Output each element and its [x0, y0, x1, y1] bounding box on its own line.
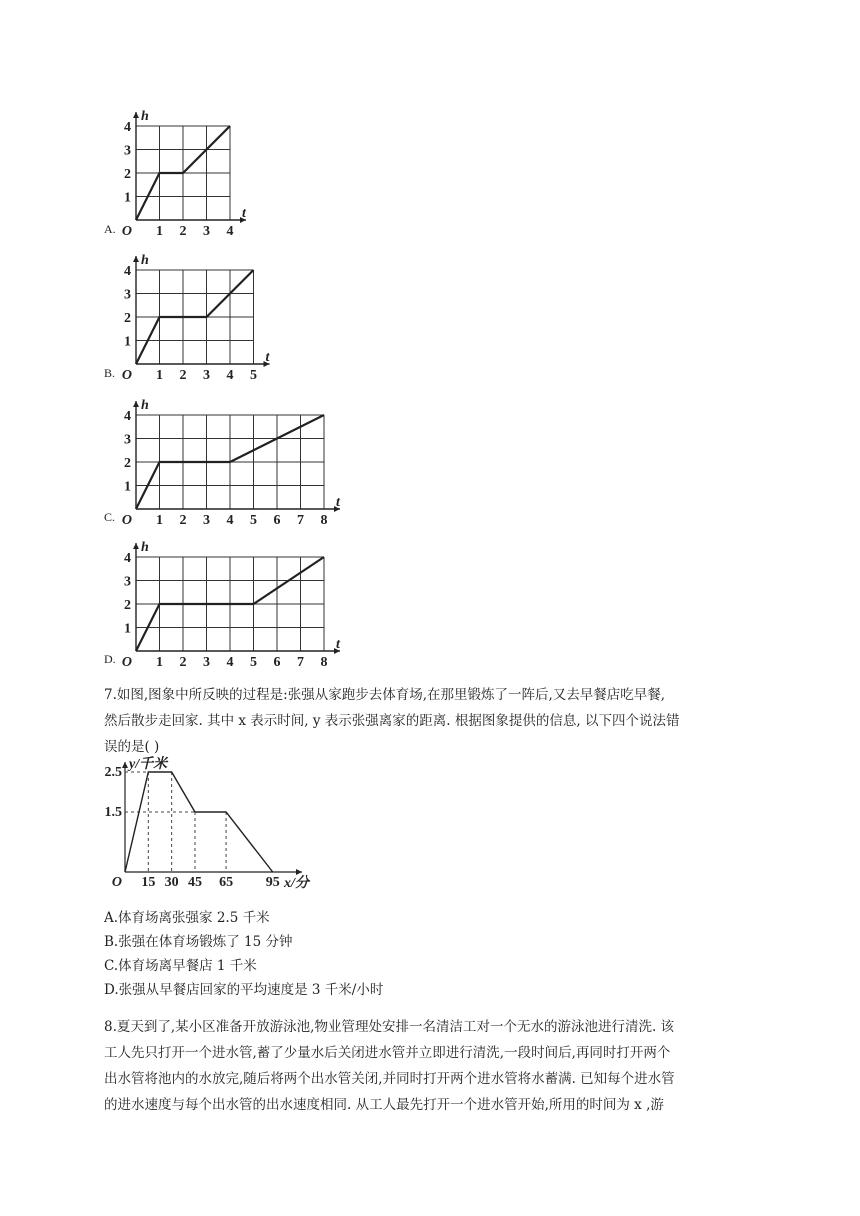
q7-graph	[104, 756, 324, 896]
x-tick-label: 1	[156, 368, 163, 383]
q8-line-1: 8.夏天到了,某小区准备开放游泳池,物业管理处安排一名清洁工对一个无水的游泳池进行清洗. 该	[104, 1019, 675, 1035]
x-axis-arrow	[296, 869, 302, 875]
y-tick-label: 2	[124, 311, 131, 326]
distance-line	[125, 772, 273, 872]
x-tick-label: 6	[273, 655, 281, 670]
x-tick-label: 3	[203, 655, 210, 670]
q7-choices	[104, 906, 383, 1002]
x-tick-label: 6	[273, 513, 281, 528]
origin-label: O	[121, 513, 132, 528]
x-tick-label: 1	[156, 655, 163, 670]
option-b-label: B.	[104, 366, 116, 380]
x-tick-label: 2	[179, 368, 187, 383]
x-tick-label: 4	[226, 655, 234, 670]
x-tick-label: 1	[156, 224, 163, 239]
y-tick-label: 1	[124, 190, 131, 206]
y-axis-variable: h	[141, 398, 149, 413]
y-axis-label: y/千米	[129, 757, 168, 772]
question-7-text	[104, 682, 764, 760]
x-tick-label: 7	[297, 513, 304, 528]
y-tick-label: 2	[124, 456, 131, 471]
y-tick-label: 3	[124, 143, 131, 159]
option-c-graph	[118, 385, 368, 528]
x-tick-label: 8	[320, 513, 328, 528]
x-tick-label: 5	[250, 513, 257, 528]
option-d-label: D.	[104, 652, 116, 666]
y-tick-label: 4	[124, 551, 131, 566]
x-axis-variable: t	[336, 495, 340, 510]
x-tick-label: 8	[320, 655, 328, 670]
x-tick-label: 4	[226, 224, 234, 239]
option-d-chart	[118, 527, 368, 670]
x-tick-label: 95	[265, 875, 280, 890]
q7-line-3: 误的是( )	[104, 739, 160, 755]
y-axis-variable: h	[141, 540, 149, 555]
y-tick-label: 3	[124, 432, 131, 448]
option-c-chart	[118, 385, 368, 528]
x-tick-label: 30	[164, 875, 179, 890]
origin-label: O	[121, 224, 132, 239]
q8-line-4: 的进水速度与每个出水管的出水速度相同. 从工人最先打开一个进水管开始,所用的时间为 x ,游	[104, 1097, 664, 1113]
y-tick-label: 2.5	[104, 765, 122, 780]
origin-label: O	[111, 875, 122, 890]
x-tick-label: 5	[250, 655, 257, 670]
origin-label: O	[121, 655, 132, 670]
q7-distance-time-chart	[104, 756, 324, 896]
x-axis-variable: t	[242, 206, 246, 221]
y-axis-arrow	[122, 762, 128, 768]
y-axis-arrow	[133, 543, 139, 549]
x-tick-label: 2	[179, 513, 187, 528]
y-tick-label: 1	[124, 334, 131, 350]
y-axis-arrow	[133, 401, 139, 407]
x-tick-label: 4	[226, 513, 234, 528]
q7-choice-d: D.张强从早餐店回家的平均速度是 3 千米/小时	[104, 982, 384, 998]
option-b-graph	[118, 240, 288, 383]
y-tick-label: 4	[124, 120, 131, 135]
x-tick-label: 15	[141, 875, 156, 890]
q7-line-2: 然后散步走回家. 其中 x 表示时间, y 表示张强离家的距离. 根据图象提供的信息, 以下四个说法错	[104, 713, 680, 729]
y-tick-label: 2	[124, 598, 131, 613]
x-tick-label: 65	[219, 875, 234, 890]
x-tick-label: 5	[250, 368, 257, 383]
origin-label: O	[121, 368, 132, 383]
q7-choice-c: C.体育场离早餐店 1 千米	[104, 958, 257, 974]
y-axis-variable: h	[141, 253, 149, 268]
y-axis-arrow	[133, 256, 139, 262]
q7-choice-b: B.张强在体育场锻炼了 15 分钟	[104, 934, 293, 950]
x-axis-variable: t	[336, 637, 340, 652]
q8-line-3: 出水管将池内的水放完,随后将两个出水管关闭,并同时打开两个进水管将水蓄满. 已知每个进水管	[104, 1071, 675, 1087]
q7-choice-a: A.体育场离张强家 2.5 千米	[104, 910, 270, 926]
option-d-graph	[118, 527, 368, 670]
q8-line-2: 工人先只打开一个进水管,蓄了少量水后关闭进水管并立即进行清洗,一段时间后,再同时打开两个	[104, 1045, 671, 1061]
y-axis-variable: h	[141, 109, 149, 124]
option-a-graph	[118, 96, 268, 239]
x-tick-label: 2	[179, 655, 187, 670]
y-tick-label: 2	[124, 167, 131, 182]
x-tick-label: 3	[203, 224, 210, 239]
option-a-label: A.	[104, 222, 116, 236]
option-b-chart	[118, 240, 288, 383]
y-tick-label: 3	[124, 287, 131, 303]
q7-line-1: 7.如图,图象中所反映的过程是:张强从家跑步去体育场,在那里锻炼了一阵后,又去早餐店吃早餐,	[104, 687, 666, 703]
y-tick-label: 4	[124, 409, 131, 424]
y-tick-label: 1	[124, 621, 131, 637]
x-tick-label: 3	[203, 513, 210, 528]
x-tick-label: 4	[226, 368, 234, 383]
y-tick-label: 3	[124, 574, 131, 590]
x-tick-label: 45	[187, 875, 202, 890]
y-tick-label: 1	[124, 479, 131, 495]
y-axis-arrow	[133, 112, 139, 118]
x-tick-label: 3	[203, 368, 210, 383]
x-axis-variable: t	[265, 350, 270, 365]
x-axis-label: x/分	[284, 876, 309, 891]
x-tick-label: 1	[156, 513, 163, 528]
y-tick-label: 4	[124, 264, 131, 279]
x-tick-label: 7	[297, 655, 304, 670]
y-tick-label: 1.5	[104, 805, 122, 820]
question-8-text	[104, 1014, 764, 1118]
option-c-label: C.	[104, 510, 116, 524]
x-tick-label: 2	[179, 224, 187, 239]
option-a-chart	[118, 96, 268, 239]
